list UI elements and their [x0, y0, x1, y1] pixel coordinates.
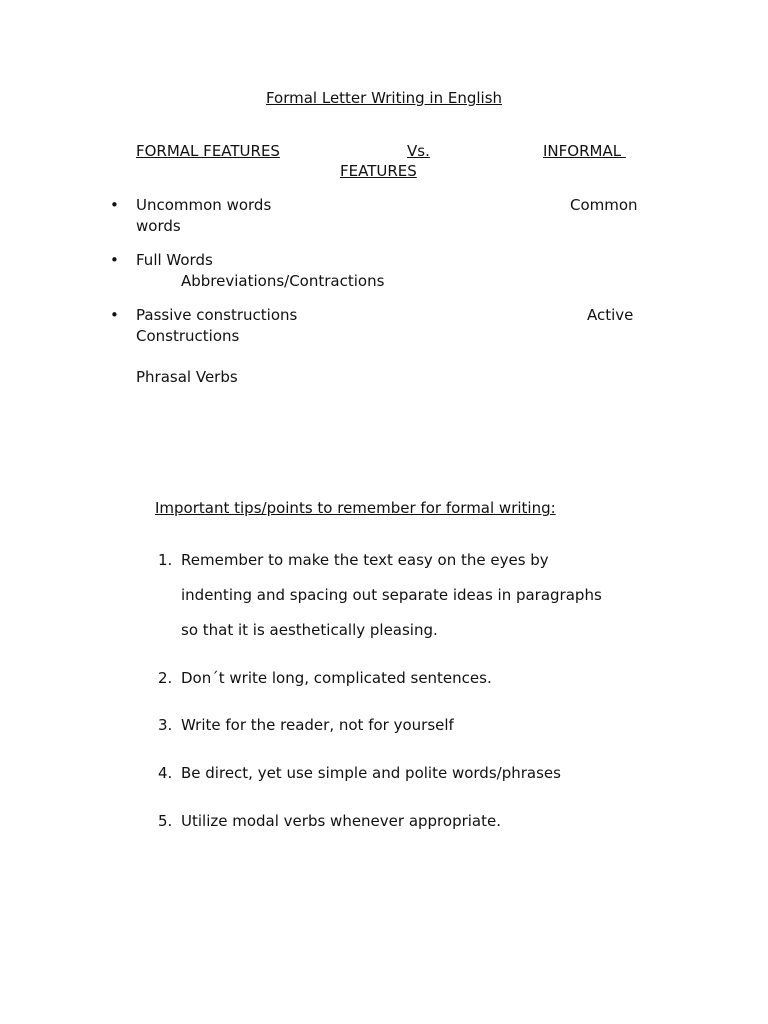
- bullet-icon: •: [110, 196, 119, 214]
- tip-text-line: indenting and spacing out separate ideas in paragraphs: [181, 586, 602, 604]
- tip-number: 2.: [158, 669, 173, 687]
- tip-text-line: Utilize modal verbs whenever appropriate.: [181, 812, 502, 830]
- formal-feature: Full Words: [136, 251, 213, 269]
- bullet-icon: •: [110, 306, 119, 324]
- informal-feature: Common: [570, 196, 638, 214]
- tip-text-line: Don´t write long, complicated sentences.: [181, 669, 492, 687]
- tip-number: 1.: [158, 551, 173, 569]
- tip-number: 4.: [158, 764, 173, 782]
- tip-number: 3.: [158, 716, 173, 734]
- informal-feature-continued: Constructions: [136, 327, 240, 345]
- formal-features-header: FORMAL FEATURES: [136, 142, 280, 160]
- tips-heading: Important tips/points to remember for formal writing:: [155, 499, 556, 517]
- extra-feature-line: Phrasal Verbs: [136, 368, 238, 386]
- formal-feature: Passive constructions: [136, 306, 298, 324]
- document-title: Formal Letter Writing in English: [265, 89, 503, 107]
- informal-features-header-continued: FEATURES: [340, 162, 417, 180]
- informal-feature-continued: words: [136, 217, 181, 235]
- bullet-icon: •: [110, 251, 119, 269]
- informal-feature: Abbreviations/Contractions: [181, 272, 385, 290]
- informal-features-header: INFORMAL: [543, 142, 626, 160]
- tip-text-line: so that it is aesthetically pleasing.: [181, 621, 438, 639]
- versus-label: Vs.: [407, 142, 430, 160]
- tip-text-line: Write for the reader, not for yourself: [181, 716, 454, 734]
- formal-feature: Uncommon words: [136, 196, 272, 214]
- tip-text-line: Be direct, yet use simple and polite words/phrases: [181, 764, 561, 782]
- informal-feature: Active: [587, 306, 634, 324]
- tip-text-line: Remember to make the text easy on the eyes by: [181, 551, 549, 569]
- tip-number: 5.: [158, 812, 173, 830]
